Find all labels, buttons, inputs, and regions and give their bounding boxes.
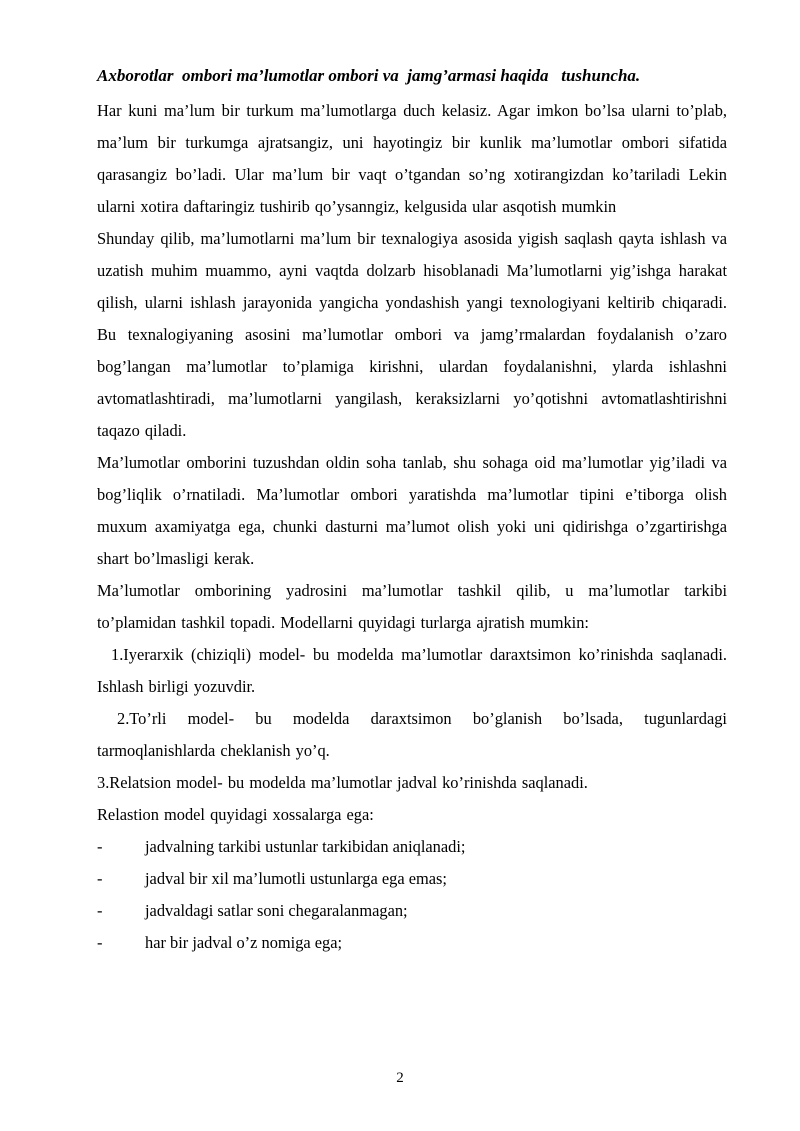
paragraph-network-model: 2.To’rli model- bu modelda daraxtsimon bo’glanish bo’lsada, tugunlardagi tarmoqlanishlarda cheklanish yo’q. <box>97 709 727 760</box>
paragraph-technology: Shunday qilib, ma’lumotlarni ma’lum bir texnalogiya asosida yigish saqlash qayta ishlash va uzatish muhim muammo, ayni vaqtda dolzarb hisoblanadi Ma’lumotlarni yig’ishga harakat qilish, ularni ishlash jarayonida yangicha yondashish yangi texnologiyani keltirib chiqaradi. Bu texnalogiyaning asosini ma’lumotlar ombori va jamg’rmalardan foydalanish o’zaro bog’langan ma’lumotlar to’plamiga kirishni, ulardan foydalanishni, ylarda ishlashni avtomatlashtiradi, ma’lumotlarni yangilash, keraksizlarni yo’qotishni avtomatlashtirishni taqazo qiladi. <box>97 229 727 440</box>
list-item <box>97 863 727 895</box>
list-item-text: har bir jadval o’z nomiga ega; <box>145 933 343 952</box>
list-dash: - <box>97 933 103 952</box>
list-item <box>97 927 727 959</box>
relational-properties-list <box>97 831 727 959</box>
paragraph-hierarchical-model: 1.Iyerarxik (chiziqli) model- bu modelda ma’lumotlar daraxtsimon ko’rinishda saqlanadi. Ishlash birligi yozuvdir. <box>97 645 727 696</box>
paragraph-relational-model: 3.Relatsion model- bu modelda ma’lumotlar jadval ko’rinishda saqlanadi. <box>97 773 588 792</box>
list-item-text: jadvaldagi satlar soni chegaralanmagan; <box>145 901 408 920</box>
list-item-text: jadvalning tarkibi ustunlar tarkibidan aniqlanadi; <box>145 837 466 856</box>
paragraph-relational-properties-intro: Relastion model quyidagi xossalarga ega: <box>97 805 374 824</box>
list-item-text: jadval bir xil ma’lumotli ustunlarga ega emas; <box>145 869 447 888</box>
list-dash: - <box>97 901 103 920</box>
paragraph-database-creation: Ma’lumotlar omborini tuzushdan oldin soha tanlab, shu sohaga oid ma’lumotlar yig’iladi va bog’liqlik o’rnatiladi. Ma’lumotlar ombori yaratishda ma’lumotlar tipini e’tiborga olish muxum axamiyatga ega, chunki dasturni ma’lumot olish yoki uni qidirishga o’zgartirishga shart bo’lmasligi kerak. <box>97 453 727 568</box>
document-title: Axborotlar ombori ma’lumotlar ombori va jamg’armasi haqida tushuncha. <box>97 66 641 85</box>
list-dash: - <box>97 869 103 888</box>
list-item <box>97 895 727 927</box>
paragraph-intro: Har kuni ma’lum bir turkum ma’lumotlarga duch kelasiz. Agar imkon bo’lsa ularni to’plab, ma’lum bir turkumga ajratsangiz, uni hayotingiz bir kunlik ma’lumotlar ombori sifatida qarasangiz bo’ladi. Ular ma’lum bir vaqt o’tgandan so’ng xotirangizdan ko’tariladi Lekin ularni xotira daftaringiz tushirib qo’ysanngiz, kelgusida ular asqotish mumkin <box>97 101 727 216</box>
page-number: 2 <box>396 1070 404 1086</box>
list-item <box>97 831 727 863</box>
list-dash: - <box>97 837 103 856</box>
document-page <box>97 64 727 959</box>
paragraph-models-intro: Ma’lumotlar omborining yadrosini ma’lumotlar tashkil qilib, u ma’lumotlar tarkibi to’plamidan tashkil topadi. Modellarni quyidagi turlarga ajratish mumkin: <box>97 581 727 632</box>
